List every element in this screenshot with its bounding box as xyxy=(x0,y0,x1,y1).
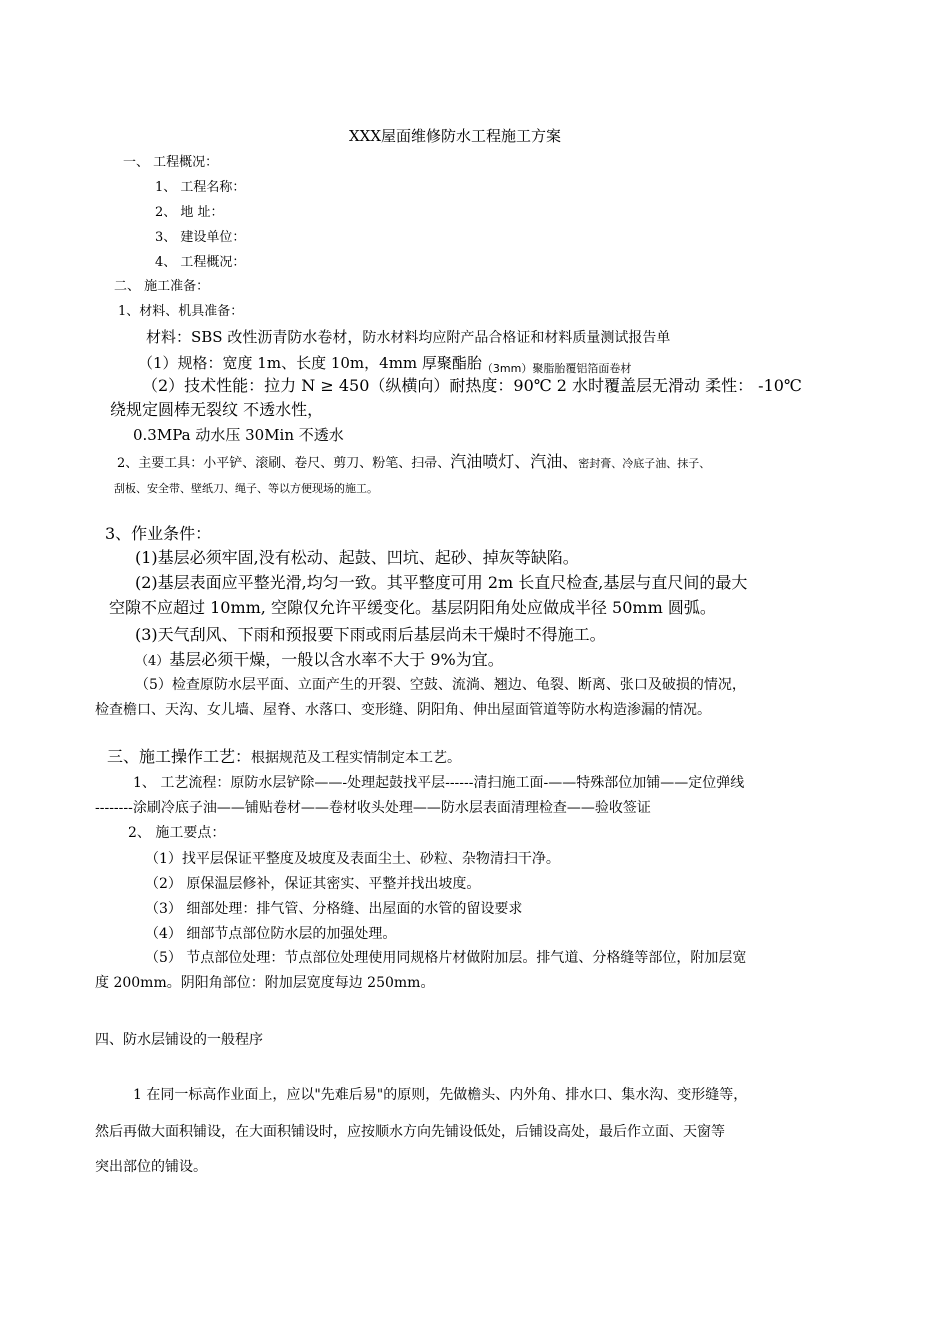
materials-label: 材料：SBS 改性沥青防水卷材， xyxy=(146,328,363,346)
section-3-title: 三、施工操作工艺： xyxy=(107,747,252,766)
tools-text-small: 密封膏、冷底子油、抹子、 xyxy=(578,457,711,470)
condition-4-number: （4） xyxy=(135,654,170,669)
key-point-3: （3） 细部处理：排气管、分格缝、出屋面的水管的留设要求 xyxy=(145,901,523,917)
performance-line-1: （2）技术性能：拉力 N ≥ 450（纵横向）耐热度：90℃ 2 水时覆盖层无滑动 柔性： -10℃ xyxy=(142,376,802,395)
list-item: 4、 工程概况： xyxy=(155,255,246,270)
spec-text: （1）规格：宽度 1m、长度 10m，4mm 厚聚酯胎 xyxy=(138,354,482,372)
condition-1: (1)基层必须牢固,没有松动、起鼓、凹坑、起砂、掉灰等缺陷。 xyxy=(135,548,579,567)
condition-4 xyxy=(135,650,504,670)
procedure-paragraph-line-1: 1 在同一标高作业面上，应以"先难后易"的原则，先做檐头、内外角、排水口、集水沟、变形缝等， xyxy=(133,1087,748,1103)
tools-line-1 xyxy=(117,452,710,472)
procedure-paragraph-line-2: 然后再做大面积铺设，在大面积铺设时，应按顺水方向先铺设低处，后铺设高处，最后作立面、天窗等 xyxy=(95,1124,725,1140)
key-point-1: （1）找平层保证平整度及坡度及表面尘土、砂粒、杂物清扫干净。 xyxy=(145,851,560,867)
procedure-paragraph-line-3: 突出部位的铺设。 xyxy=(95,1159,207,1175)
key-point-2: （2） 原保温层修补，保证其密实、平整并找出坡度。 xyxy=(145,876,481,892)
materials-note: 防水材料均应附产品合格证和材料质量测试报告单 xyxy=(362,330,671,346)
section-2-heading: 二、 施工准备： xyxy=(114,279,210,294)
section-3-heading xyxy=(107,747,461,767)
condition-5a: （5）检查原防水层平面、立面产生的开裂、空鼓、流淌、翘边、龟裂、断离、张口及破损的情况， xyxy=(135,677,746,693)
condition-5b: 检查檐口、天沟、女儿墙、屋脊、水落口、变形缝、阴阳角、伸出屋面管道等防水构造渗漏的情况。 xyxy=(95,702,711,718)
performance-line-2: 绕规定圆棒无裂纹 不透水性， xyxy=(110,400,324,419)
process-flow-1: 1、 工艺流程：原防水层铲除——-处理起鼓找平层------清扫施工面-——特殊部位加铺——定位弹线 xyxy=(133,775,745,791)
condition-3: (3)天气刮风、下雨和预报要下雨或雨后基层尚未干燥时不得施工。 xyxy=(135,625,606,644)
subsection-heading: 3、作业条件： xyxy=(105,524,212,543)
document-title: XXX屋面维修防水工程施工方案 xyxy=(349,127,562,145)
spec-alt: 聚脂胎覆铝箔面卷材 xyxy=(532,362,632,375)
section-3-note: 根据规范及工程实情制定本工艺。 xyxy=(251,750,462,766)
section-4-heading: 四、防水层铺设的一般程序 xyxy=(95,1032,263,1048)
materials-line xyxy=(146,327,670,347)
process-flow-2: --------涂刷冷底子油——铺贴卷材——卷材收头处理——防水层表面清理检查——验收签证 xyxy=(95,800,651,816)
list-item: 3、 建设单位： xyxy=(155,230,246,245)
key-point-5b: 度 200mm。阴阳角部位：附加层宽度每边 250mm。 xyxy=(95,975,435,991)
condition-2a: (2)基层表面应平整光滑,均匀一致。其平整度可用 2m 长直尺检查,基层与直尺间的最大 xyxy=(135,573,748,592)
tools-text-large: 汽油喷灯、汽油、 xyxy=(450,452,579,471)
tools-line-2: 刮板、安全带、壁纸刀、绳子、等以方便现场的施工。 xyxy=(114,482,378,495)
section-1-heading: 一、 工程概况： xyxy=(123,155,219,170)
subsection-heading: 1、材料、机具准备： xyxy=(118,304,244,319)
spec-line xyxy=(138,353,632,375)
performance-line-3: 0.3MPa 动水压 30Min 不透水 xyxy=(133,426,344,444)
spec-thickness: （3mm） xyxy=(481,362,533,375)
condition-2b: 空隙不应超过 10mm, 空隙仅允许平缓变化。基层阴阳角处应做成半径 50mm 圆弧。 xyxy=(109,598,716,617)
key-point-5a: （5） 节点部位处理：节点部位处理使用同规格片材做附加层。排气道、分格缝等部位，附加层宽 xyxy=(145,950,747,966)
list-item: 2、 地 址： xyxy=(155,205,224,220)
key-point-4: （4） 细部节点部位防水层的加强处理。 xyxy=(145,926,397,942)
condition-4-text: 基层必须干燥，一般以含水率不大于 9%为宜。 xyxy=(169,650,504,669)
list-item: 1、 工程名称： xyxy=(155,180,246,195)
tools-text: 2、主要工具：小平铲、滚刷、卷尺、剪刀、粉笔、扫帚、 xyxy=(117,456,451,471)
subsection-heading: 2、 施工要点： xyxy=(128,825,226,841)
